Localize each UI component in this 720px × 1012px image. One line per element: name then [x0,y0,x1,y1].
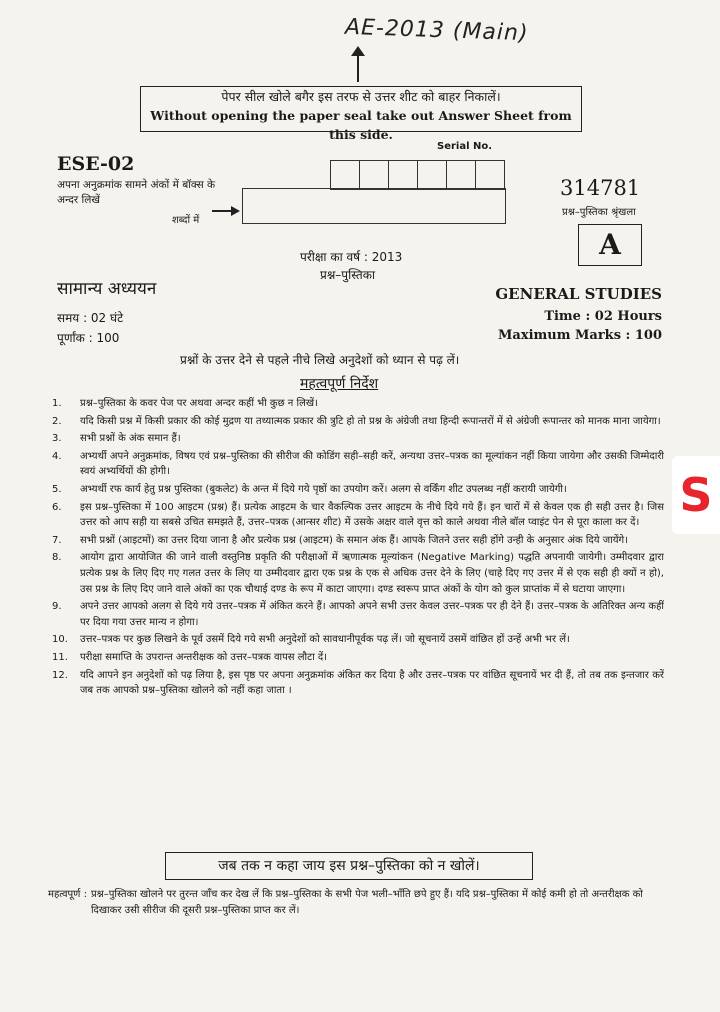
arrow-up-icon [357,52,359,82]
subject-hindi: सामान्य अध्ययन [57,279,157,299]
list-item: 4. अभ्यर्थी अपने अनुक्रमांक, विषय एवं प्रश्न–पुस्तिका की सीरीज की कोडिंग सही–सही करें, अन्यथा उत्तर–पत्रक का मूल्यांकन नहीं किया जायेगा और उसकी जिम्मेदारी स्वयं अभ्यर्थियों की होगी। [52,450,664,478]
digit-box[interactable] [417,160,447,190]
exam-year: परीक्षा का वर्ष : 2013 [300,250,403,264]
digit-box[interactable] [475,160,505,190]
marks-hindi: पूर्णांक : 100 [57,331,120,345]
important-note [48,887,660,919]
roll-number-instruction: अपना अनुक्रमांक सामने अंकों में बॉक्स के अन्दर लिखें [57,179,216,206]
instructions-heading: महत्वपूर्ण निर्देश [300,376,379,392]
marks-english: Maximum Marks : 100 [498,328,662,343]
side-tab-marker: S [672,456,720,534]
subject-english: GENERAL STUDIES [495,285,662,303]
seal-notice-hindi: पेपर सील खोले बगैर इस तरफ से उत्तर शीट को बाहर निकालें। [221,89,501,104]
important-note-label: महत्वपूर्ण : [48,889,87,900]
list-item: 12. यदि आपने इन अनुदेशों को पढ़ लिया है, इस पृष्ठ पर अपना अनुक्रमांक अंकित कर दिया है और उत्तर–पत्रक पर वांछित सूचनायें भर दी हैं, तो तब तक इन्तजार करें जब तक आपको प्रश्न–पुस्तिका खोलने को नहीं कहा जाता । [52,669,664,697]
seal-notice-box [140,86,582,142]
serial-number-label: Serial No. [437,141,493,152]
roll-number-digit-boxes[interactable] [330,160,504,190]
list-item: 10. उत्तर–पत्रक पर कुछ लिखने के पूर्व उसमें दिये गये सभी अनुदेशों को सावधानीपूर्वक पढ़ लें। जो सूचनायें उसमें वांछित हों उन्हें अभी भर लें। [52,634,570,646]
list-item: 5. अभ्यर्थी रफ कार्य हेतु प्रश्न पुस्तिका (बुकलेट) के अन्त में दिये गये पृष्ठों का उपयोग करें। अलग से वर्किंग शीट उपलब्ध नहीं करायी जायेगी। [52,483,567,495]
list-item: 1. प्रश्न–पुस्तिका के कवर पेज पर अथवा अन्दर कहीं भी कुछ न लिखें। [52,398,318,409]
list-item: 9. अपने उत्तर आपको अलग से दिये गये उत्तर–पत्रक में अंकित करने हैं। आपको अपने सभी उत्तर केवल उत्तर–पत्रक पर ही देने हैं। उत्तर–पत्रक के अतिरिक्त अन्य कहीं पर दिया गया उत्तर मान्य न होगा। [52,601,664,628]
booklet-series-label: प्रश्न–पुस्तिका श्रृंखला [562,207,636,218]
list-item: 2. यदि किसी प्रश्न में किसी प्रकार की कोई मुद्रण या तथ्यात्मक प्रकार की त्रुटि हो तो प्रश्न के अंग्रेजी तथा हिन्दी रूपान्तरों में से अंग्रेजी रूपान्तर को मानक माना जायेगा। [52,415,661,427]
important-note-text: प्रश्न–पुस्तिका खोलने पर तुरन्त जाँच कर देख लें कि प्रश्न–पुस्तिका के सभी पेज भली–भाँति छपे हुए हैं। यदि प्रश्न–पुस्तिका में कोई कमी हो तो अन्तरीक्षक को दिखाकर उसी सीरीज की दूसरी प्रश्न–पुस्तिका प्राप्त कर लें। [90,889,643,916]
time-hindi: समय : 02 घंटे [57,311,124,325]
booklet-series-box: A [578,224,642,266]
list-item: 8. आयोग द्वारा आयोजित की जाने वाली वस्तुनिष्ठ प्रकृति की परीक्षाओं में ऋणात्मक मूल्यांकन (Negative Marking) पद्धति अपनायी जायेगी। उम्मीदवार द्वारा प्रत्येक प्रश्न के लिए दिए गए गलत उत्तर के लिए या उम्मीदवार द्वारा एक प्रश्न के एक से अधिक उत्तर देने के लिए (चाहे दिए गए उत्तर में से एक सही ही क्यों न हो), उस प्रश्न के लिए दिए जाने वाले अंकों का एक चौथाई दण्ड के रूप में काटा जाएगा। दण्ड स्वरूप प्राप्त अंकों के योग को कुल प्राप्तांक में से घटाया जाएगा। [52,552,664,595]
instructions-list [52,396,664,701]
digit-box[interactable] [330,160,360,190]
do-not-open-notice: जब तक न कहा जाय इस प्रश्न–पुस्तिका को न खोलें। [165,852,533,880]
list-item: 7. सभी प्रश्नों (आइटमों) का उत्तर दिया जाना है और प्रत्येक प्रश्न (आइटम) के समान अंक हैं। आपके जितने उत्तर सही होंगे उन्ही के अनुसार अंक दिये जायेंगे। [52,534,628,546]
booklet-title: प्रश्न–पुस्तिका [320,268,376,282]
read-instructions-note: प्रश्नों के उत्तर देने से पहले नीचे लिखे अनुदेशों को ध्यान से पढ़ लें। [180,353,460,367]
list-item: 11. परीक्षा समाप्ति के उपरान्त अन्तरीक्षक को उत्तर–पत्रक वापस लौटा दें। [52,651,327,663]
time-english: Time : 02 Hours [544,309,662,324]
handwritten-exam-note: AE-2013 (Main) [344,14,529,47]
list-item: 3. सभी प्रश्नों के अंक समान हैं। [52,433,181,445]
seal-notice-english: Without opening the paper seal take out Answer Sheet from this side. [150,108,572,142]
arrow-right-icon [212,210,232,212]
digit-box[interactable] [359,160,389,190]
in-words-label: शब्दों में [172,215,200,226]
paper-code: ESE-02 [57,153,135,175]
digit-box[interactable] [446,160,476,190]
digit-box[interactable] [388,160,418,190]
list-item: 6. इस प्रश्न–पुस्तिका में 100 आइटम (प्रश्न) हैं। प्रत्येक आइटम के चार वैकल्पिक उत्तर आइटम के नीचे दिये गये हैं। इन चारों में से केवल एक ही सही उत्तर है। जिस उत्तर को आप सही या सबसे उचित समझते हैं, उत्तर–पत्रक (आन्सर शीट) में उसके अक्षर वाले वृत्त को काले अथवा नीले बॉल प्वाइंट पेन से पूरा काला कर दें। [52,501,664,529]
roll-number-words-box[interactable] [242,188,506,224]
booklet-number: 314781 [560,176,641,200]
